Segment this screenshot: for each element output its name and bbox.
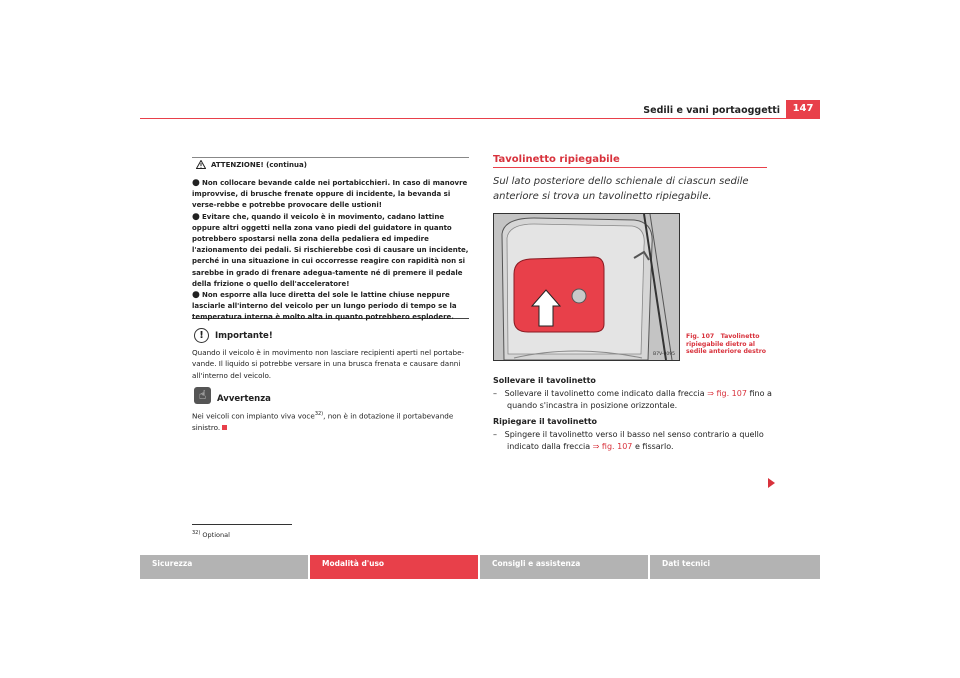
section-rule — [493, 167, 767, 168]
warning-title: ATTENZIONE! (continua) — [211, 160, 307, 169]
footnote: $^{32)}$ Optional — [192, 530, 230, 540]
subheading-fold: Ripiegare il tavolinetto — [493, 417, 598, 426]
nav-tab-modalita-duso[interactable]: Modalità d'uso — [310, 555, 478, 579]
note-heading — [194, 387, 271, 404]
note-hand-icon: ☝ — [194, 387, 211, 404]
warning-item: ● Non esporre alla luce diretta del sole le lattine chiuse neppure lasciarle all'interno del veicolo per un lungo periodo di tempo se la temperatura interna è molto alta in quanto potrebbero esplodere. — [192, 290, 457, 322]
warning-triangle-icon — [196, 160, 206, 169]
section-title: Tavolinetto ripiegabile — [493, 154, 620, 165]
figure-caption: Fig. 107 Tavolinetto ripiegabile dietro al sedile anteriore destro — [686, 333, 767, 356]
seat-back-illustration — [494, 214, 679, 360]
important-text: Quando il veicolo è in movimento non lasciare recipienti aperti nel portabe-vande. Il liquido si potrebbe versare in una brusca frenata e causare danni all'interno del veicolo. — [192, 348, 465, 380]
important-heading — [194, 328, 273, 343]
footnote-rule — [192, 524, 292, 525]
bullet-icon: ● — [192, 211, 200, 222]
section-lead: Sul lato posteriore dello schienale di ciascun sedile anteriore si trova un tavolinetto ripiegabile. — [493, 176, 749, 202]
figure-link[interactable]: ⇒ fig. 107 — [707, 389, 747, 398]
step-raise: – Sollevare il tavolinetto come indicato dalla freccia ⇒ fig. 107 fino a quando s'incastra in posizione orizzontale. — [493, 389, 772, 410]
page-number: 147 — [786, 100, 820, 118]
figure-code: B7V-0095 — [653, 352, 675, 357]
step-fold: – Spingere il tavolinetto verso il basso nel senso contrario a quello indicato dalla freccia ⇒ fig. 107 e fissarlo. — [493, 430, 764, 451]
figure-link[interactable]: ⇒ fig. 107 — [592, 442, 633, 451]
bullet-icon: ● — [192, 178, 200, 188]
bullet-icon: ● — [192, 290, 200, 301]
note-text: Nei veicoli con impianto viva voce$^{32)}$, non è in dotazione il portabevande sinistro. — [192, 411, 454, 432]
section-end-mark — [222, 425, 227, 430]
exclamation-icon: ! — [194, 328, 209, 343]
nav-tab-consigli[interactable]: Consigli e assistenza — [480, 555, 648, 579]
instructions — [493, 376, 773, 453]
warning-item: ● Evitare che, quando il veicolo è in movimento, cadano lattine oppure altri oggetti nella zona vano piedi del guidatore in quanto potrebbero spostarsi nella zona della pedaliera ed impedire l'azionamento dei pedali. Si rischierebbe così di causare un incidente, perché in una situazione in cui occorresse reagire con rapidità non si sarebbe in grado di frenare adegua-tamente né di premere il pedale della frizione o quello dell'acceleratore! — [192, 211, 469, 288]
warning-item: ● Non collocare bevande calde nei portabicchieri. In caso di manovre improvvise, di brusche frenate oppure di incidente, la bevanda si verse-rebbe e potrebbe provocare delle ustioni! — [192, 178, 468, 210]
subheading-raise: Sollevare il tavolinetto — [493, 376, 596, 385]
page-header-title: Sedili e vani portaoggetti — [643, 105, 780, 116]
note-title: Avvertenza — [217, 394, 271, 404]
nav-tab-dati-tecnici[interactable]: Dati tecnici — [650, 555, 820, 579]
figure-folding-table — [493, 213, 680, 361]
header-rule — [140, 118, 820, 119]
continue-arrow-icon — [768, 478, 775, 488]
nav-tab-sicurezza[interactable]: Sicurezza — [140, 555, 308, 579]
important-title: Importante! — [215, 330, 273, 341]
warning-list — [192, 178, 470, 324]
warning-header — [196, 160, 307, 169]
